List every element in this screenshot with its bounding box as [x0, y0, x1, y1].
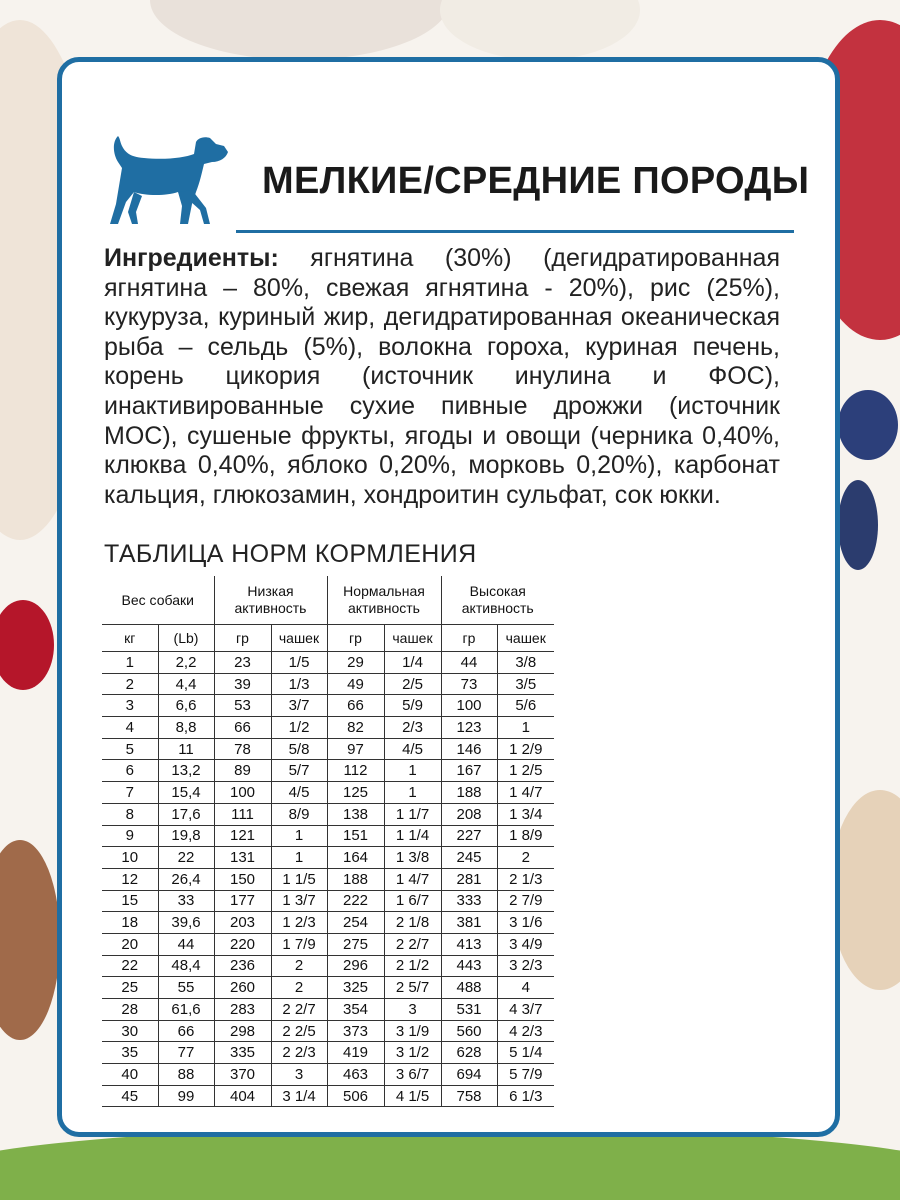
table-cell: 5 1/4 [497, 1042, 554, 1064]
table-cell: 8,8 [158, 717, 214, 739]
table-cell: 222 [327, 890, 384, 912]
table-cell: 5/7 [271, 760, 327, 782]
table-cell: 22 [158, 847, 214, 869]
table-cell: 3 2/3 [497, 955, 554, 977]
table-cell: 61,6 [158, 999, 214, 1021]
subheader-cell: гр [441, 625, 497, 652]
table-cell: 3 4/9 [497, 933, 554, 955]
table-cell: 125 [327, 782, 384, 804]
table-cell: 112 [327, 760, 384, 782]
table-cell: 404 [214, 1085, 271, 1107]
table-row [102, 695, 554, 717]
table-cell: 419 [327, 1042, 384, 1064]
table-cell: 123 [441, 717, 497, 739]
table-cell: 6 [102, 760, 158, 782]
table-cell: 1 [271, 825, 327, 847]
table-row [102, 999, 554, 1021]
table-cell: 151 [327, 825, 384, 847]
table-cell: 39,6 [158, 912, 214, 934]
table-cell: 2 1/3 [497, 868, 554, 890]
table-cell: 39 [214, 673, 271, 695]
table-cell: 4/5 [384, 738, 441, 760]
table-cell: 283 [214, 999, 271, 1021]
table-cell: 381 [441, 912, 497, 934]
table-cell: 77 [158, 1042, 214, 1064]
table-cell: 88 [158, 1064, 214, 1086]
ingredients-list: ягнятина (30%) (дегидратированная ягнятина – 80%, свежая ягнятина - 20%), рис (25%), кукуруза, куриный жир, дегидратированная океаническая рыба – сельдь (5%), волокна гороха, куриная печень, корень цикория (источник инулина и ФОС), инактивированные сухие пивные дрожжи (источник МОС), сушеные фрукты, ягоды и овощи (черника 0,40%, клюква 0,40%, яблоко 0,20%, морковь 0,20%), карбонат кальция, глюкозамин, хондроитин сульфат, сок юкки. [104, 244, 780, 509]
table-cell: 6,6 [158, 695, 214, 717]
table-cell: 4/5 [271, 782, 327, 804]
table-cell: 1 2/5 [497, 760, 554, 782]
table-cell: 325 [327, 977, 384, 999]
table-cell: 78 [214, 738, 271, 760]
table-cell: 1 6/7 [384, 890, 441, 912]
table-cell: 254 [327, 912, 384, 934]
table-cell: 19,8 [158, 825, 214, 847]
subheader-cell: чашек [497, 625, 554, 652]
table-cell: 82 [327, 717, 384, 739]
table-cell: 1 4/7 [384, 868, 441, 890]
table-cell: 220 [214, 933, 271, 955]
page-title: МЕЛКИЕ/СРЕДНИЕ ПОРОДЫ [262, 160, 810, 202]
table-cell: 1 3/8 [384, 847, 441, 869]
table-cell: 531 [441, 999, 497, 1021]
table-cell: 164 [327, 847, 384, 869]
table-cell: 1/4 [384, 652, 441, 674]
table-title: ТАБЛИЦА НОРМ КОРМЛЕНИЯ [104, 540, 477, 568]
ingredients-label: Ингредиенты: [104, 244, 279, 272]
table-cell: 2 1/2 [384, 955, 441, 977]
table-cell: 55 [158, 977, 214, 999]
table-cell: 8 [102, 803, 158, 825]
table-cell: 15,4 [158, 782, 214, 804]
table-cell: 131 [214, 847, 271, 869]
table-cell: 2 2/7 [271, 999, 327, 1021]
table-cell: 5 [102, 738, 158, 760]
table-cell: 2 [102, 673, 158, 695]
subheader-cell: (Lb) [158, 625, 214, 652]
table-row [102, 717, 554, 739]
table-cell: 2 2/5 [271, 1020, 327, 1042]
table-cell: 30 [102, 1020, 158, 1042]
table-cell: 150 [214, 868, 271, 890]
table-cell: 4,4 [158, 673, 214, 695]
table-cell: 1 [271, 847, 327, 869]
table-cell: 298 [214, 1020, 271, 1042]
table-cell: 333 [441, 890, 497, 912]
table-cell: 44 [158, 933, 214, 955]
table-cell: 3 [102, 695, 158, 717]
table-row [102, 652, 554, 674]
table-row [102, 890, 554, 912]
table-row [102, 738, 554, 760]
table-cell: 3 1/2 [384, 1042, 441, 1064]
table-cell: 10 [102, 847, 158, 869]
table-cell: 1 4/7 [497, 782, 554, 804]
table-cell: 2 2/3 [271, 1042, 327, 1064]
table-cell: 370 [214, 1064, 271, 1086]
table-cell: 1/2 [271, 717, 327, 739]
table-cell: 22 [102, 955, 158, 977]
table-cell: 66 [327, 695, 384, 717]
table-row [102, 1064, 554, 1086]
table-row [102, 977, 554, 999]
table-cell: 1 8/9 [497, 825, 554, 847]
table-cell: 335 [214, 1042, 271, 1064]
table-cell: 146 [441, 738, 497, 760]
table-cell: 35 [102, 1042, 158, 1064]
table-cell: 20 [102, 933, 158, 955]
table-cell: 443 [441, 955, 497, 977]
table-cell: 111 [214, 803, 271, 825]
table-cell: 1 [102, 652, 158, 674]
table-cell: 3 1/4 [271, 1085, 327, 1107]
table-cell: 33 [158, 890, 214, 912]
table-cell: 3 6/7 [384, 1064, 441, 1086]
table-cell: 11 [158, 738, 214, 760]
table-cell: 560 [441, 1020, 497, 1042]
table-cell: 44 [441, 652, 497, 674]
table-row [102, 912, 554, 934]
table-cell: 1 2/3 [271, 912, 327, 934]
table-cell: 23 [214, 652, 271, 674]
table-cell: 66 [158, 1020, 214, 1042]
table-cell: 3 [271, 1064, 327, 1086]
subheader-cell: чашек [271, 625, 327, 652]
table-cell: 1 3/7 [271, 890, 327, 912]
table-cell: 3/5 [497, 673, 554, 695]
subheader-cell: кг [102, 625, 158, 652]
header-high-activity: Высокая активность [441, 576, 554, 625]
table-cell: 2 2/7 [384, 933, 441, 955]
table-cell: 73 [441, 673, 497, 695]
table-row [102, 825, 554, 847]
table-cell: 49 [327, 673, 384, 695]
table-cell: 758 [441, 1085, 497, 1107]
table-row [102, 933, 554, 955]
table-cell: 2 7/9 [497, 890, 554, 912]
table-cell: 1 7/9 [271, 933, 327, 955]
table-cell: 18 [102, 912, 158, 934]
table-cell: 12 [102, 868, 158, 890]
table-cell: 4 1/5 [384, 1085, 441, 1107]
table-cell: 40 [102, 1064, 158, 1086]
table-cell: 121 [214, 825, 271, 847]
table-cell: 275 [327, 933, 384, 955]
table-cell: 97 [327, 738, 384, 760]
table-cell: 15 [102, 890, 158, 912]
table-cell: 236 [214, 955, 271, 977]
table-cell: 26,4 [158, 868, 214, 890]
table-cell: 167 [441, 760, 497, 782]
table-cell: 296 [327, 955, 384, 977]
table-cell: 260 [214, 977, 271, 999]
table-cell: 9 [102, 825, 158, 847]
table-cell: 7 [102, 782, 158, 804]
table-cell: 2,2 [158, 652, 214, 674]
table-cell: 1 3/4 [497, 803, 554, 825]
title-underline [236, 230, 794, 233]
feeding-table [102, 576, 554, 1107]
table-cell: 13,2 [158, 760, 214, 782]
table-cell: 1/5 [271, 652, 327, 674]
table-cell: 3 [384, 999, 441, 1021]
table-cell: 138 [327, 803, 384, 825]
table-cell: 1 1/5 [271, 868, 327, 890]
table-cell: 1 [384, 782, 441, 804]
table-cell: 3 1/6 [497, 912, 554, 934]
table-row [102, 1020, 554, 1042]
table-cell: 354 [327, 999, 384, 1021]
table-cell: 4 [102, 717, 158, 739]
table-cell: 2 [271, 955, 327, 977]
table-row [102, 955, 554, 977]
table-cell: 17,6 [158, 803, 214, 825]
table-subheader-row [102, 625, 554, 652]
table-cell: 1 1/4 [384, 825, 441, 847]
table-cell: 28 [102, 999, 158, 1021]
table-cell: 8/9 [271, 803, 327, 825]
table-cell: 694 [441, 1064, 497, 1086]
table-cell: 506 [327, 1085, 384, 1107]
table-cell: 99 [158, 1085, 214, 1107]
table-row [102, 782, 554, 804]
table-cell: 281 [441, 868, 497, 890]
table-row [102, 760, 554, 782]
table-cell: 208 [441, 803, 497, 825]
table-cell: 6 1/3 [497, 1085, 554, 1107]
table-cell: 245 [441, 847, 497, 869]
table-cell: 373 [327, 1020, 384, 1042]
table-cell: 5/8 [271, 738, 327, 760]
table-cell: 188 [441, 782, 497, 804]
table-cell: 463 [327, 1064, 384, 1086]
table-cell: 413 [441, 933, 497, 955]
table-cell: 188 [327, 868, 384, 890]
table-cell: 1 2/9 [497, 738, 554, 760]
table-row [102, 1042, 554, 1064]
table-cell: 1 1/7 [384, 803, 441, 825]
table-cell: 4 [497, 977, 554, 999]
table-row [102, 847, 554, 869]
table-cell: 2 [271, 977, 327, 999]
subheader-cell: чашек [384, 625, 441, 652]
ingredients-text [104, 244, 780, 510]
table-row [102, 803, 554, 825]
table-cell: 89 [214, 760, 271, 782]
table-cell: 628 [441, 1042, 497, 1064]
table-cell: 5/9 [384, 695, 441, 717]
subheader-cell: гр [327, 625, 384, 652]
table-cell: 227 [441, 825, 497, 847]
header-normal-activity: Нормальная активность [327, 576, 441, 625]
header-dog-weight: Вес собаки [121, 591, 194, 608]
table-cell: 2 [497, 847, 554, 869]
table-cell: 4 3/7 [497, 999, 554, 1021]
table-cell: 66 [214, 717, 271, 739]
header-low-activity: Низкая активность [214, 576, 327, 625]
table-row [102, 673, 554, 695]
table-cell: 177 [214, 890, 271, 912]
subheader-cell: гр [214, 625, 271, 652]
table-cell: 1 [384, 760, 441, 782]
table-group-header-row [102, 576, 554, 625]
table-cell: 29 [327, 652, 384, 674]
table-cell: 3/7 [271, 695, 327, 717]
table-cell: 100 [441, 695, 497, 717]
table-cell: 2 5/7 [384, 977, 441, 999]
table-cell: 5 7/9 [497, 1064, 554, 1086]
table-cell: 3 1/9 [384, 1020, 441, 1042]
table-cell: 48,4 [158, 955, 214, 977]
table-cell: 45 [102, 1085, 158, 1107]
table-cell: 203 [214, 912, 271, 934]
table-row [102, 868, 554, 890]
table-cell: 25 [102, 977, 158, 999]
table-cell: 2/3 [384, 717, 441, 739]
table-cell: 2/5 [384, 673, 441, 695]
table-cell: 100 [214, 782, 271, 804]
table-cell: 4 2/3 [497, 1020, 554, 1042]
table-cell: 1/3 [271, 673, 327, 695]
table-row [102, 1085, 554, 1107]
table-cell: 1 [497, 717, 554, 739]
table-cell: 488 [441, 977, 497, 999]
table-cell: 2 1/8 [384, 912, 441, 934]
table-cell: 53 [214, 695, 271, 717]
dog-icon [104, 132, 232, 228]
table-cell: 5/6 [497, 695, 554, 717]
table-cell: 3/8 [497, 652, 554, 674]
